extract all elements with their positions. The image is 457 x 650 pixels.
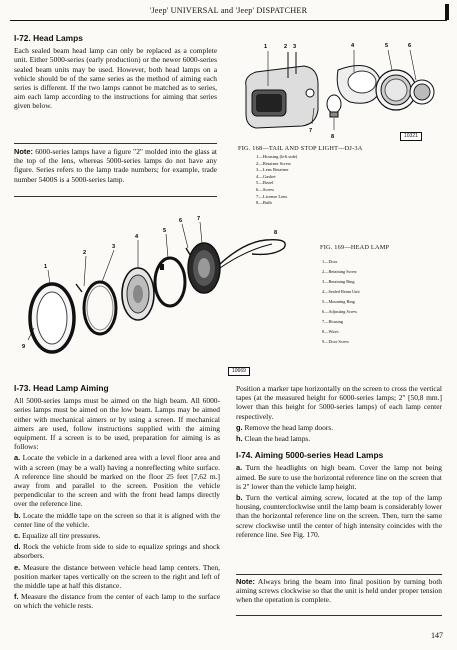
fig168-legend-item: 7—License Lens bbox=[256, 193, 288, 199]
step-label: f. bbox=[14, 592, 19, 602]
step-label: a. bbox=[14, 453, 21, 463]
step-text: Rock the vehicle from side to side to equalize springs and shock absorbers. bbox=[14, 542, 221, 561]
step-text: Clean the head lamps. bbox=[244, 434, 311, 444]
step-label: e. bbox=[14, 562, 21, 572]
fig169-number: 10669 bbox=[228, 367, 250, 376]
step-item bbox=[14, 453, 220, 508]
fig169-legend bbox=[322, 259, 444, 349]
note-body: 6000-series lamps have a figure "2" molded into the glass at the top of the lens, whereas 5000-series lamps do not have any figure. Series refers to the lamp trade numbers; for example, trade number 5400S is a 5000-series lamp. bbox=[14, 147, 217, 184]
fig169-legend-item: 9—Door Screw bbox=[322, 339, 350, 344]
fig169-legend-item: 8—Wires bbox=[322, 329, 339, 334]
fig169-legend-item: 4—Sealed Beam Unit bbox=[322, 289, 360, 294]
fig168-legend-item: 1—Housing (left side) bbox=[256, 154, 298, 159]
fig168-legend-item: 8—Bulb bbox=[256, 200, 272, 206]
note-body: Always bring the beam into final position by turning both aiming screws clockwise so that the unit is held under proper tension when the operation is complete. bbox=[236, 577, 442, 605]
step-item bbox=[236, 463, 442, 491]
fig169-legend-item: 2—Retaining Screw bbox=[322, 269, 357, 274]
fig169-legend-item: 6—Adjusting Screw bbox=[322, 309, 358, 314]
header-edge-bar bbox=[445, 4, 449, 20]
section-72-note bbox=[14, 147, 217, 186]
fig168-callout: 5 bbox=[385, 43, 389, 49]
step-item bbox=[236, 434, 442, 443]
fig168-number: 10321 bbox=[400, 132, 422, 141]
page-number: 147 bbox=[431, 631, 443, 640]
step-text: Locate the vehicle in a darkened area with a level floor area and with a screen (may be a wall) having a nonreflecting white surface. A reference line should be marked on the floor 25 feet [7,62 m.] away from and parallel to the screen. Position the vehicle perpendicular to the screen and with the front head lamps directly over the reference line. bbox=[14, 453, 221, 509]
fig168-legend-item: 4—Gasket bbox=[256, 173, 276, 179]
fig169-legend-item: 7—Housing bbox=[322, 319, 344, 324]
fig169-legend-item: 1—Door bbox=[322, 259, 338, 264]
step-text: Measure the distance between vehicle head lamp centers. Then, position marker tapes vertically on the screen to the right and left of the middle tape at half this distance. bbox=[14, 562, 221, 591]
step-label: a. bbox=[236, 463, 243, 473]
section-73-continued bbox=[236, 384, 442, 541]
running-header bbox=[10, 6, 447, 21]
head-lamp-exploded-illustration bbox=[14, 212, 304, 378]
section-72 bbox=[14, 34, 217, 113]
section-73 bbox=[14, 384, 220, 613]
fig169-callout: 3 bbox=[112, 244, 116, 250]
note-bottom-rule bbox=[14, 196, 217, 197]
fig169-legend-item: 5—Mounting Ring bbox=[322, 299, 355, 304]
step-item bbox=[236, 423, 442, 432]
tail-stop-light-illustration bbox=[226, 38, 440, 144]
fig169-callout: 8 bbox=[274, 230, 278, 236]
step-label: d. bbox=[14, 542, 21, 552]
section-74-title: I-74. Aiming 5000-series Head Lamps bbox=[236, 450, 384, 461]
section-72-title: I-72. Head Lamps bbox=[14, 33, 83, 43]
section-72-body: Each sealed beam head lamp can only be replaced as a complete unit. Either 5000-series (early production) or the newer 6000-series sealed beam units may be used. However, both head lamps on a vehicle should be of the same series as the method of aiming each series is different. If the two lamps cannot be matched as to series, aim each lamp according to the instructions for aiming that series given below. bbox=[14, 46, 217, 111]
note-label: Note: bbox=[236, 577, 256, 586]
step-text: Remove the head lamp doors. bbox=[244, 422, 334, 432]
step-item bbox=[14, 511, 220, 529]
step-item bbox=[14, 563, 220, 591]
fig169-callout: 7 bbox=[197, 216, 201, 222]
fig169-callout: 2 bbox=[83, 250, 87, 256]
step-item bbox=[14, 592, 220, 610]
section-73-title: I-73. Head Lamp Aiming bbox=[14, 383, 109, 393]
fig169-callout: 1 bbox=[44, 264, 48, 270]
fig168-callout: 8 bbox=[331, 134, 335, 140]
section-73-intro: All 5000-series lamps must be aimed on the high beam. All 6000-series lamps must be aimed on the low beam. Lamps may be aimed either with mechanical aimers or by using a screen. If mechanical aimers are used, follow instructions supplied with the aiming equipment. If a screen is to be used, preparation for aiming is as follows: bbox=[14, 396, 220, 452]
fig168-legend-item: 6—Screw bbox=[256, 186, 275, 192]
step-text: Measure the distance from the center of each lamp to the surface on which the vehicle rests. bbox=[14, 592, 221, 611]
section-74-note bbox=[236, 577, 442, 607]
fig168-legend-item: 3—Lens Retainer bbox=[256, 167, 289, 173]
fig168-legend-item: 5—Bezel bbox=[256, 180, 274, 186]
note-label: Note: bbox=[14, 147, 34, 156]
fig168-legend bbox=[256, 154, 396, 207]
step-item bbox=[14, 542, 220, 560]
step-item bbox=[14, 531, 220, 540]
fig168-legend-item: 2—Retainer Screw bbox=[256, 160, 292, 166]
step-label: c. bbox=[14, 531, 21, 541]
section-73-continuation: Position a marker tape horizontally on the screen to cross the vertical tapes (at the measured height for 6000-series lamps; 2" [50,8 mm.] lower than this height for 5000-series lamps) of each lamp center respectively. bbox=[236, 384, 442, 421]
header-title: 'Jeep' UNIVERSAL and 'Jeep' DISPATCHER bbox=[149, 6, 308, 15]
step-text: Turn the headlights on high beam. Cover the lamp not being aimed. Be sure to use the horizontal reference line on the screen that is 2" lower than the vehicle lamp height. bbox=[236, 463, 442, 491]
fig168-callout: 3 bbox=[293, 44, 297, 50]
fig169-caption: FIG. 169—HEAD LAMP bbox=[320, 244, 390, 251]
fig168-callout: 4 bbox=[351, 43, 355, 49]
fig168-caption: FIG. 168—TAIL AND STOP LIGHT—DJ-3A bbox=[238, 145, 363, 152]
fig169-callout: 5 bbox=[163, 228, 167, 234]
step-item bbox=[236, 493, 442, 539]
fig168-callout: 7 bbox=[309, 128, 313, 134]
step-label: b. bbox=[236, 493, 243, 503]
fig169-callout: 9 bbox=[22, 344, 26, 350]
step-text: Equalize all tire pressures. bbox=[22, 531, 101, 541]
fig169-legend-item: 3—Retaining Ring bbox=[322, 279, 355, 284]
step-text: Turn the vertical aiming screw, located at the top of the lamp housing, counterclockwise until the lamp beam is considerably lower than the horizontal reference line on the screen. Then, turn the same screw clockwise until the center of high intensity coincides with the reference line. See Fig. 170. bbox=[236, 493, 442, 539]
fig169-callout: 6 bbox=[179, 218, 183, 224]
fig168-callout: 2 bbox=[284, 44, 288, 50]
fig168-callout: 6 bbox=[408, 43, 412, 49]
fig168-callout: 1 bbox=[264, 44, 268, 50]
note-bottom-rule bbox=[236, 615, 442, 616]
note-top-rule bbox=[236, 574, 442, 575]
fig169-callout: 4 bbox=[135, 234, 139, 240]
note-top-rule bbox=[14, 143, 217, 144]
step-text: Locate the middle tape on the screen so that it is aligned with the center line of the vehicle. bbox=[14, 510, 220, 529]
step-label: g. bbox=[236, 422, 243, 432]
step-label: b. bbox=[14, 510, 21, 520]
step-label: h. bbox=[236, 434, 243, 444]
